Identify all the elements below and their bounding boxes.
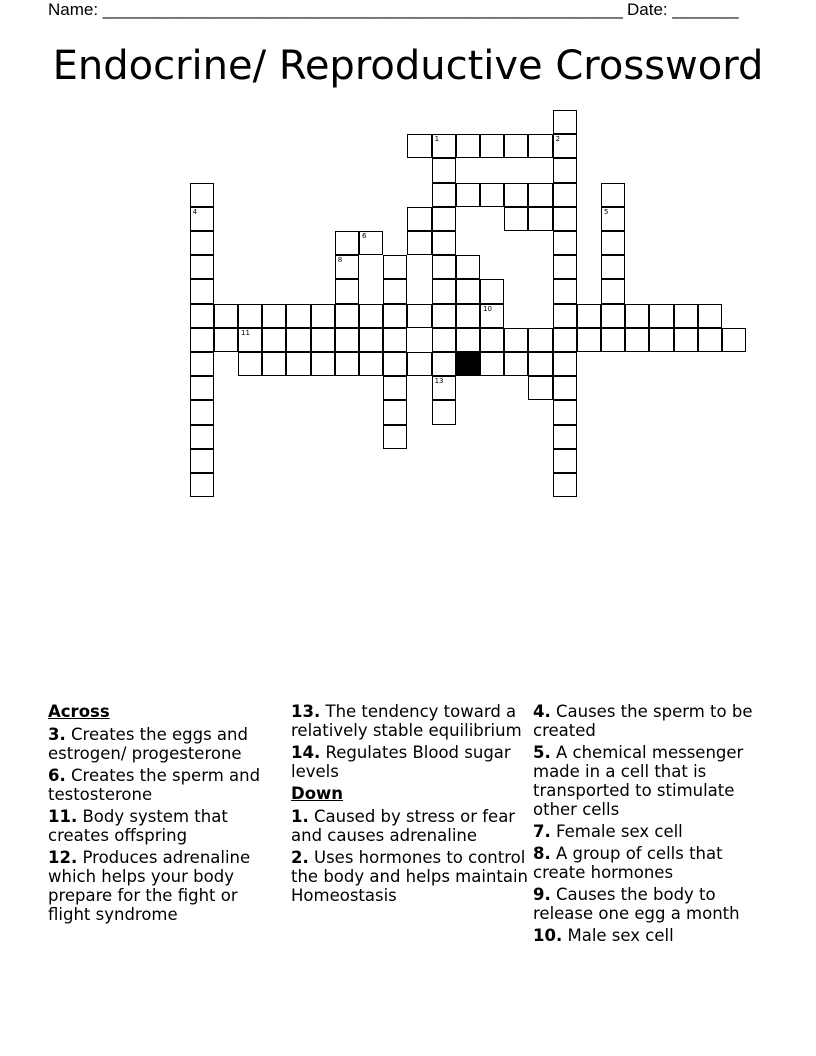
crossword-cell[interactable] bbox=[577, 328, 601, 352]
clue-item bbox=[291, 848, 531, 905]
clue-number: 10 bbox=[483, 304, 492, 313]
crossword-cell[interactable] bbox=[553, 425, 577, 449]
crossword-cell[interactable] bbox=[553, 134, 577, 158]
down-clue-list bbox=[291, 807, 531, 905]
clue-item bbox=[533, 926, 763, 945]
crossword-cell[interactable] bbox=[456, 279, 480, 303]
crossword-cell[interactable] bbox=[262, 304, 286, 328]
clue-text: Uses hormones to control the body and helps maintain Homeostasis bbox=[291, 848, 529, 905]
clue-text: Regulates Blood sugar levels bbox=[291, 743, 511, 781]
clue-text: Male sex cell bbox=[567, 926, 674, 945]
crossword-cell[interactable] bbox=[456, 328, 480, 352]
crossword-cell[interactable] bbox=[553, 231, 577, 255]
clue-text: Creates the eggs and estrogen/ progesterone bbox=[48, 725, 248, 763]
clue-number: 4 bbox=[192, 207, 198, 216]
clue-number-label: 11. bbox=[48, 807, 78, 826]
clue-text: Creates the sperm and testosterone bbox=[48, 766, 261, 804]
crossword-cell[interactable] bbox=[480, 328, 504, 352]
clue-item bbox=[533, 822, 763, 841]
crossword-cell[interactable] bbox=[383, 328, 407, 352]
crossword-cell[interactable] bbox=[432, 400, 456, 424]
down-clue-list-continued bbox=[533, 702, 763, 945]
crossword-cell[interactable] bbox=[335, 304, 359, 328]
crossword-cell[interactable] bbox=[432, 207, 456, 231]
crossword-cell[interactable] bbox=[190, 183, 214, 207]
crossword-cell[interactable] bbox=[674, 304, 698, 328]
crossword-cell[interactable] bbox=[190, 255, 214, 279]
crossword-cell[interactable] bbox=[456, 304, 480, 328]
crossword-cell[interactable] bbox=[649, 328, 673, 352]
crossword-cell[interactable] bbox=[698, 328, 722, 352]
crossword-cell[interactable] bbox=[504, 352, 528, 376]
crossword-cell[interactable] bbox=[601, 255, 625, 279]
crossword-cell[interactable] bbox=[407, 304, 431, 328]
clue-text: Female sex cell bbox=[556, 822, 683, 841]
crossword-cell[interactable] bbox=[601, 279, 625, 303]
clue-number-label: 13. bbox=[291, 702, 321, 721]
crossword-cell[interactable] bbox=[238, 304, 262, 328]
crossword-cell[interactable] bbox=[238, 352, 262, 376]
crossword-cell[interactable] bbox=[190, 449, 214, 473]
crossword-cell[interactable] bbox=[286, 328, 310, 352]
clue-number-label: 2. bbox=[291, 848, 309, 867]
crossword-cell[interactable] bbox=[335, 352, 359, 376]
clue-item bbox=[291, 743, 531, 781]
crossword-cell[interactable] bbox=[432, 158, 456, 182]
crossword-cell[interactable] bbox=[480, 279, 504, 303]
clue-item bbox=[533, 844, 763, 882]
crossword-cell[interactable] bbox=[601, 231, 625, 255]
clue-text: The tendency toward a relatively stable equilibrium bbox=[291, 702, 522, 740]
crossword-cell[interactable] bbox=[335, 255, 359, 279]
crossword-cell[interactable] bbox=[359, 328, 383, 352]
crossword-cell[interactable] bbox=[286, 304, 310, 328]
crossword-cell[interactable] bbox=[432, 376, 456, 400]
clue-item bbox=[291, 702, 531, 740]
crossword-cell[interactable] bbox=[359, 231, 383, 255]
crossword-cell[interactable] bbox=[190, 304, 214, 328]
crossword-cell[interactable] bbox=[456, 255, 480, 279]
clue-number-label: 10. bbox=[533, 926, 563, 945]
crossword-cell[interactable] bbox=[214, 304, 238, 328]
crossword-cell[interactable] bbox=[383, 255, 407, 279]
clue-number: 6 bbox=[362, 232, 367, 240]
crossword-cell[interactable] bbox=[553, 376, 577, 400]
crossword-cell[interactable] bbox=[214, 328, 238, 352]
crossword-cell[interactable] bbox=[335, 231, 359, 255]
crossword-cell[interactable] bbox=[722, 328, 746, 352]
clue-number: 5 bbox=[604, 207, 609, 216]
crossword-cell[interactable] bbox=[190, 279, 214, 303]
crossword-cell[interactable] bbox=[383, 425, 407, 449]
crossword-cell[interactable] bbox=[407, 207, 431, 231]
crossword-cell[interactable] bbox=[335, 279, 359, 303]
crossword-cell[interactable] bbox=[383, 352, 407, 376]
crossword-cell[interactable] bbox=[238, 328, 262, 352]
page-title: Endocrine/ Reproductive Crossword bbox=[52, 43, 764, 89]
crossword-cell[interactable] bbox=[577, 304, 601, 328]
crossword-cell[interactable] bbox=[311, 328, 335, 352]
crossword-cell[interactable] bbox=[359, 352, 383, 376]
crossword-cell[interactable] bbox=[190, 207, 214, 231]
crossword-cell[interactable] bbox=[262, 328, 286, 352]
crossword-cell[interactable] bbox=[553, 328, 577, 352]
crossword-cell[interactable] bbox=[601, 207, 625, 231]
clue-text: Causes the body to release one egg a month bbox=[533, 885, 740, 923]
crossword-cell[interactable] bbox=[553, 279, 577, 303]
crossword-cell[interactable] bbox=[480, 352, 504, 376]
clue-number-label: 5. bbox=[533, 743, 551, 762]
crossword-cell[interactable] bbox=[190, 352, 214, 376]
clue-number-label: 12. bbox=[48, 848, 78, 867]
crossword-cell[interactable] bbox=[190, 328, 214, 352]
crossword-cell[interactable] bbox=[286, 352, 310, 376]
crossword-cell[interactable] bbox=[504, 328, 528, 352]
clues-column-3 bbox=[533, 702, 763, 948]
crossword-cell[interactable] bbox=[553, 207, 577, 231]
clue-number-label: 7. bbox=[533, 822, 551, 841]
crossword-cell[interactable] bbox=[407, 231, 431, 255]
clue-item bbox=[533, 885, 763, 923]
crossword-cell[interactable] bbox=[528, 376, 552, 400]
crossword-cell[interactable] bbox=[649, 304, 673, 328]
crossword-cell[interactable] bbox=[553, 110, 577, 134]
crossword-cell[interactable] bbox=[432, 279, 456, 303]
clue-number-label: 14. bbox=[291, 743, 321, 762]
crossword-cell[interactable] bbox=[528, 328, 552, 352]
crossword-cell[interactable] bbox=[528, 207, 552, 231]
crossword-cell[interactable] bbox=[383, 376, 407, 400]
crossword-cell[interactable] bbox=[601, 183, 625, 207]
crossword-cell[interactable] bbox=[262, 352, 286, 376]
crossword-cell[interactable] bbox=[432, 183, 456, 207]
clue-item bbox=[48, 807, 268, 845]
clue-number-label: 4. bbox=[533, 702, 551, 721]
crossword-cell[interactable] bbox=[625, 328, 649, 352]
clue-item bbox=[48, 848, 268, 924]
crossword-cell[interactable] bbox=[601, 328, 625, 352]
clue-item bbox=[48, 725, 268, 763]
crossword-cell[interactable] bbox=[480, 304, 504, 328]
clue-text: Body system that creates offspring bbox=[48, 807, 228, 845]
clue-number-label: 6. bbox=[48, 766, 66, 785]
crossword-cell[interactable] bbox=[432, 255, 456, 279]
crossword-cell[interactable] bbox=[335, 328, 359, 352]
crossword-cell[interactable] bbox=[383, 279, 407, 303]
crossword-cell[interactable] bbox=[190, 473, 214, 497]
crossword-cell[interactable] bbox=[190, 425, 214, 449]
clue-number: 13 bbox=[434, 377, 444, 386]
down-heading: Down bbox=[291, 784, 344, 803]
clue-text: Causes the sperm to be created bbox=[533, 702, 753, 740]
clue-item bbox=[291, 807, 531, 845]
crossword-cell[interactable] bbox=[625, 304, 649, 328]
clue-text: A chemical messenger made in a cell that is transported to stimulate other cells bbox=[533, 743, 744, 819]
crossword-cell[interactable] bbox=[359, 304, 383, 328]
crossword-cell[interactable] bbox=[528, 183, 552, 207]
crossword-cell[interactable] bbox=[432, 134, 456, 158]
crossword-cell[interactable] bbox=[504, 134, 528, 158]
crossword-cell[interactable] bbox=[456, 134, 480, 158]
crossword-cell[interactable] bbox=[504, 207, 528, 231]
crossword-cell[interactable] bbox=[553, 473, 577, 497]
crossword-cell[interactable] bbox=[553, 255, 577, 279]
clue-number-label: 3. bbox=[48, 725, 66, 744]
crossword-cell[interactable] bbox=[311, 304, 335, 328]
crossword-cell[interactable] bbox=[674, 328, 698, 352]
crossword-cell[interactable] bbox=[190, 400, 214, 424]
crossword-cell[interactable] bbox=[528, 352, 552, 376]
crossword-cell[interactable] bbox=[553, 183, 577, 207]
clue-text: Produces adrenaline which helps your body prepare for the fight or flight syndrome bbox=[48, 848, 251, 924]
crossword-cell[interactable] bbox=[383, 400, 407, 424]
crossword-cell[interactable] bbox=[601, 304, 625, 328]
crossword-cell[interactable] bbox=[456, 183, 480, 207]
clue-number: 8 bbox=[337, 256, 343, 265]
clue-number: 1 bbox=[434, 135, 440, 144]
clue-item bbox=[533, 743, 763, 819]
crossword-cell[interactable] bbox=[553, 352, 577, 376]
crossword-cell[interactable] bbox=[698, 304, 722, 328]
crossword-cell[interactable] bbox=[504, 183, 528, 207]
across-clue-list-continued bbox=[291, 702, 531, 781]
crossword-cell[interactable] bbox=[190, 231, 214, 255]
clue-text: A group of cells that create hormones bbox=[533, 844, 723, 882]
crossword-cell[interactable] bbox=[528, 134, 552, 158]
clue-item bbox=[48, 766, 268, 804]
clue-item bbox=[533, 702, 763, 740]
name-field-line: Name: _______________________________________________________ bbox=[48, 0, 623, 19]
crossword-cell[interactable] bbox=[553, 158, 577, 182]
crossword-cell[interactable] bbox=[190, 376, 214, 400]
clue-number-label: 8. bbox=[533, 844, 551, 863]
clue-number-label: 1. bbox=[291, 807, 309, 826]
crossword-cell[interactable] bbox=[480, 183, 504, 207]
clue-number: 11 bbox=[241, 328, 250, 337]
across-clue-list bbox=[48, 725, 268, 924]
crossword-cell[interactable] bbox=[311, 352, 335, 376]
crossword-cell[interactable] bbox=[432, 304, 456, 328]
crossword-cell[interactable] bbox=[407, 134, 431, 158]
clue-number-label: 9. bbox=[533, 885, 551, 904]
clues-column-1 bbox=[48, 702, 268, 927]
clue-number: 2 bbox=[555, 135, 561, 144]
black-square bbox=[456, 352, 480, 376]
crossword-cell[interactable] bbox=[407, 352, 431, 376]
crossword-cell[interactable] bbox=[432, 352, 456, 376]
clue-text: Caused by stress or fear and causes adrenaline bbox=[291, 807, 516, 845]
date-field-line: Date: _______ bbox=[627, 0, 739, 19]
crossword-cell[interactable] bbox=[553, 400, 577, 424]
crossword-cell[interactable] bbox=[383, 304, 407, 328]
across-heading: Across bbox=[48, 702, 110, 721]
crossword-cell[interactable] bbox=[432, 231, 456, 255]
crossword-cell[interactable] bbox=[553, 449, 577, 473]
crossword-cell[interactable] bbox=[432, 328, 456, 352]
crossword-cell[interactable] bbox=[553, 304, 577, 328]
clues-column-2 bbox=[291, 702, 531, 908]
crossword-cell[interactable] bbox=[480, 134, 504, 158]
